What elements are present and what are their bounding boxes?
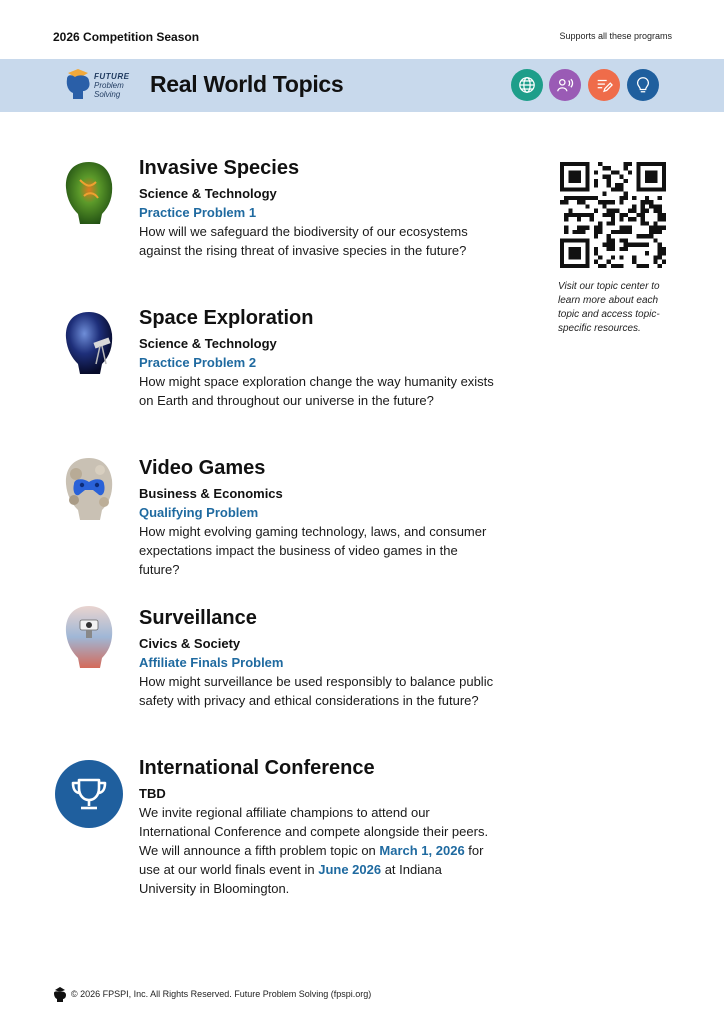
pencil-list-icon [588,69,620,101]
qr-caption: Visit our topic center to learn more about each topic and access topic-specific resources. [558,281,660,334]
page-title: Real World Topics [150,71,344,97]
video-games-head-image [60,456,118,522]
topic-question: How might evolving gaming technology, laws, and consumer expectations impact the business of video games in the future? [139,524,487,577]
footer [53,986,371,1002]
topic-problem-type: Practice Problem 1 [139,205,257,220]
topic-question: How might space exploration change the way humanity exists on Earth and throughout our universe in the future? [139,374,494,408]
topic-title: Video Games [139,457,266,479]
space-exploration-head-image [60,310,118,376]
invasive-species-head-image [60,160,118,226]
topic-question: How will we safeguard the biodiversity of our ecosystems against the rising threat of invasive species in the future? [139,224,468,258]
topic-center-qr-code[interactable] [560,162,666,268]
topic-title: Surveillance [139,607,257,629]
conference-description: We invite regional affiliate champions to attend our International Conference and compete alongside their peers. We will announce a fifth problem topic on March 1, 2026 for use at our world finals event in June 2026 at Indiana University in Bloomington. [139,805,489,896]
topic-problem-type: Qualifying Problem [139,505,259,520]
fps-logo-text: FUTURE Problem Solving [94,72,130,99]
topic-category: Science & Technology [139,186,277,201]
topic-category: Science & Technology [139,336,277,351]
copyright-text: © 2026 FPSPI, Inc. All Rights Reserved. Future Problem Solving (fpspi.org) [71,989,372,999]
topic-question: How might surveillance be used responsibly to balance public safety with privacy and ethical considerations in the future? [139,674,494,708]
trophy-icon [55,760,123,828]
conference-event-date: June 2026 [318,862,382,877]
topic-title: International Conference [139,757,375,779]
speaking-person-icon [549,69,581,101]
topic-title: Invasive Species [139,157,300,179]
topic-category: TBD [139,786,166,801]
topic-title: Space Exploration [139,307,314,329]
topic-problem-type: Affiliate Finals Problem [139,655,284,670]
fps-head-icon [53,986,67,1002]
globe-icon [511,69,543,101]
surveillance-head-image [60,604,118,670]
conference-announce-date: March 1, 2026 [379,843,465,858]
lightbulb-icon [627,69,659,101]
supports-label: Supports all these programs [559,31,672,41]
topic-category: Business & Economics [139,486,283,501]
season-label: 2026 Competition Season [53,30,200,44]
topic-category: Civics & Society [139,636,241,651]
topic-problem-type: Practice Problem 2 [139,355,257,370]
